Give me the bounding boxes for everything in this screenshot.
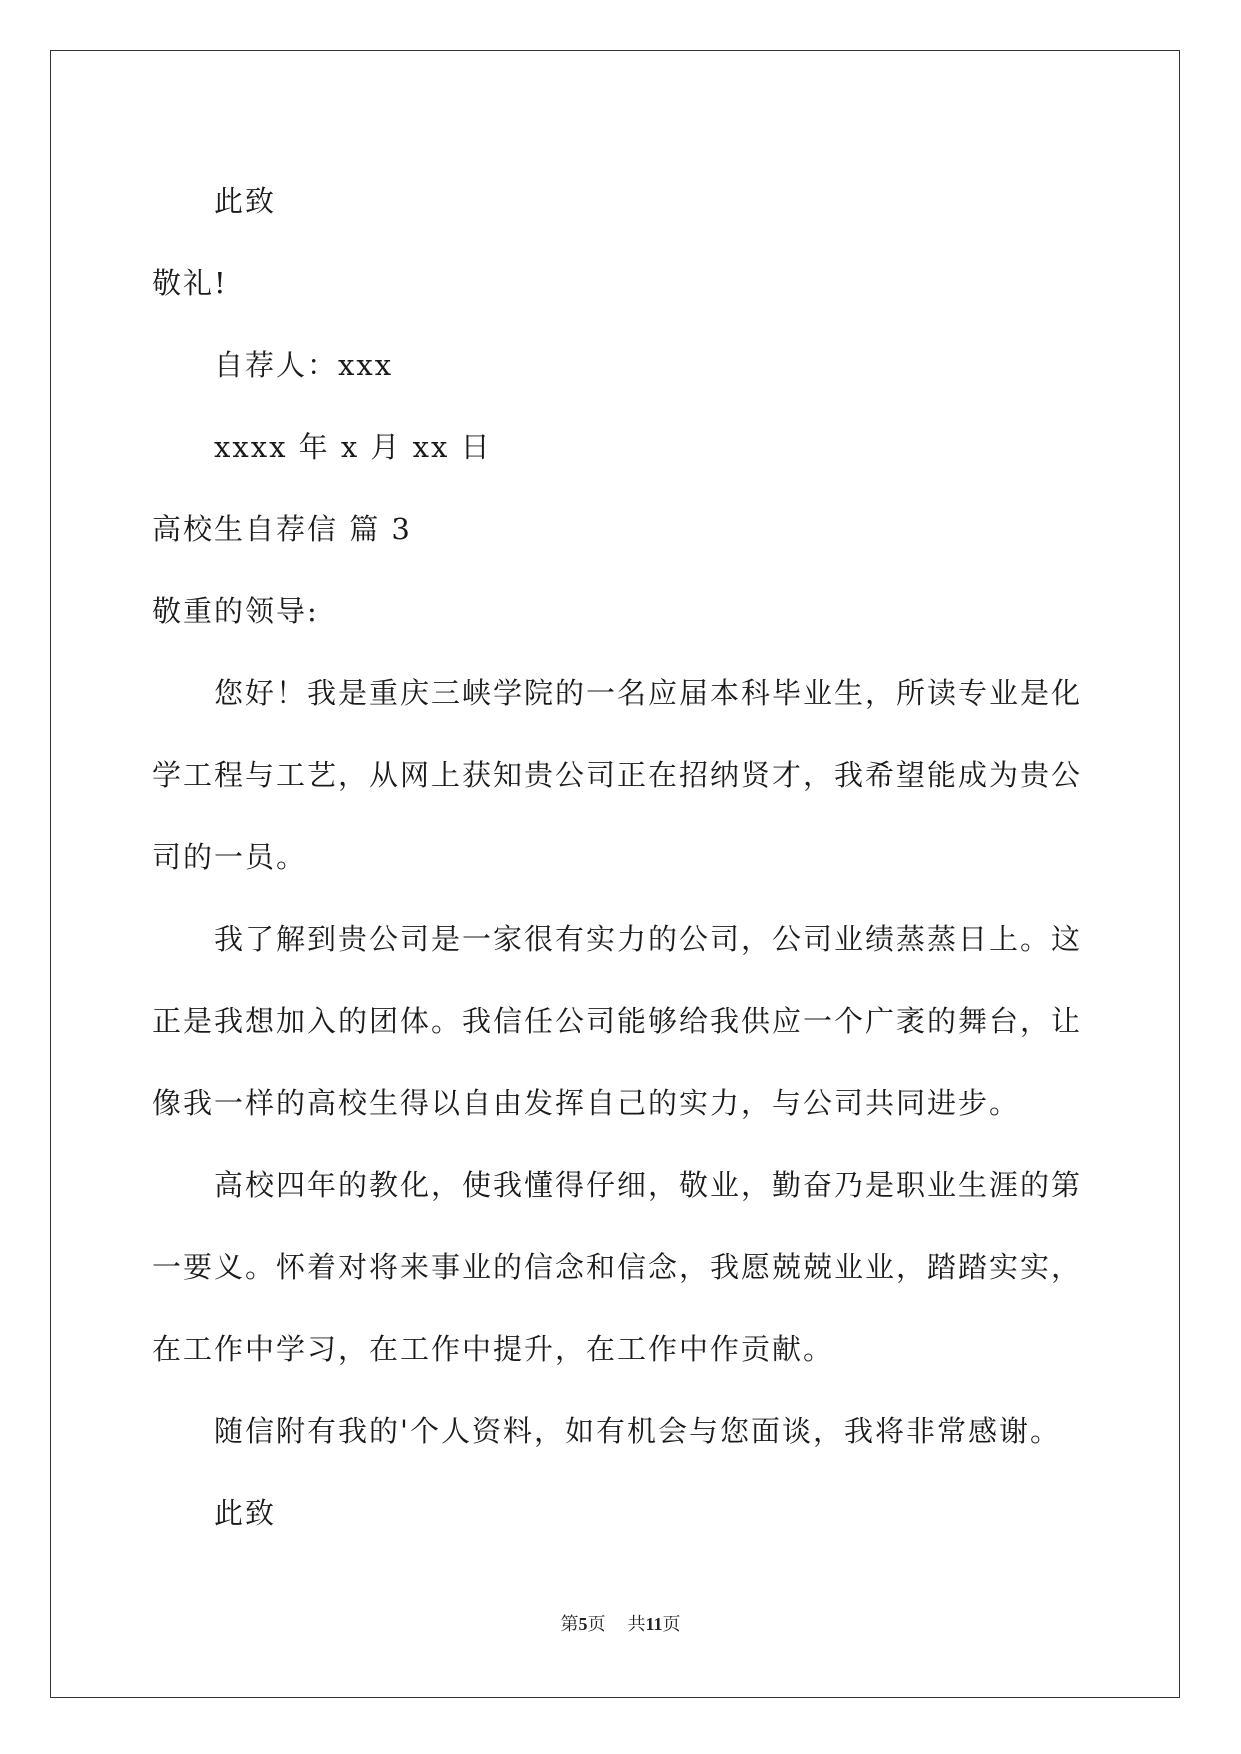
paragraph-line: 正是我想加入的团体。我信任公司能够给我供应一个广袤的舞台，让 xyxy=(152,1004,1083,1038)
total-suffix: 页 xyxy=(662,1614,681,1635)
page-footer xyxy=(0,1610,1241,1636)
total-pages: 11 xyxy=(645,1614,663,1634)
document-body xyxy=(152,160,1082,1554)
page-prefix: 第 xyxy=(560,1614,579,1635)
section-heading: 高校生自荐信 篇 3 xyxy=(152,512,412,546)
page-number: 5 xyxy=(578,1614,588,1634)
total-prefix: 共 xyxy=(627,1614,646,1635)
paragraph-line: 我了解到贵公司是一家很有实力的公司，公司业绩蒸蒸日上。这 xyxy=(214,922,1083,956)
signature-line: 自荐人：xxx xyxy=(214,348,394,382)
date-line: xxxx 年 x 月 xx 日 xyxy=(214,430,492,464)
paragraph-line: 司的一员。 xyxy=(152,840,308,874)
paragraph-line: 学工程与工艺，从网上获知贵公司正在招纳贤才，我希望能成为贵公 xyxy=(152,758,1083,792)
salutation-regards: 敬礼! xyxy=(152,266,228,300)
closing-line: 此致 xyxy=(214,184,277,218)
paragraph-line: 您好！我是重庆三峡学院的一名应届本科毕业生，所读专业是化 xyxy=(214,676,1083,710)
closing-line: 此致 xyxy=(214,1496,277,1530)
paragraph-line: 在工作中学习，在工作中提升，在工作中作贡献。 xyxy=(152,1332,835,1366)
paragraph-line: 像我一样的高校生得以自由发挥自己的实力，与公司共同进步。 xyxy=(152,1086,1021,1120)
greeting-line: 敬重的领导: xyxy=(152,594,319,628)
paragraph-line: 一要义。怀着对将来事业的信念和信念，我愿兢兢业业，踏踏实实， xyxy=(152,1250,1083,1284)
page-suffix: 页 xyxy=(587,1614,606,1635)
paragraph-line: 随信附有我的'个人资料，如有机会与您面谈，我将非常感谢。 xyxy=(214,1414,1061,1448)
paragraph-line: 高校四年的教化，使我懂得仔细，敬业，勤奋乃是职业生涯的第 xyxy=(214,1168,1083,1202)
